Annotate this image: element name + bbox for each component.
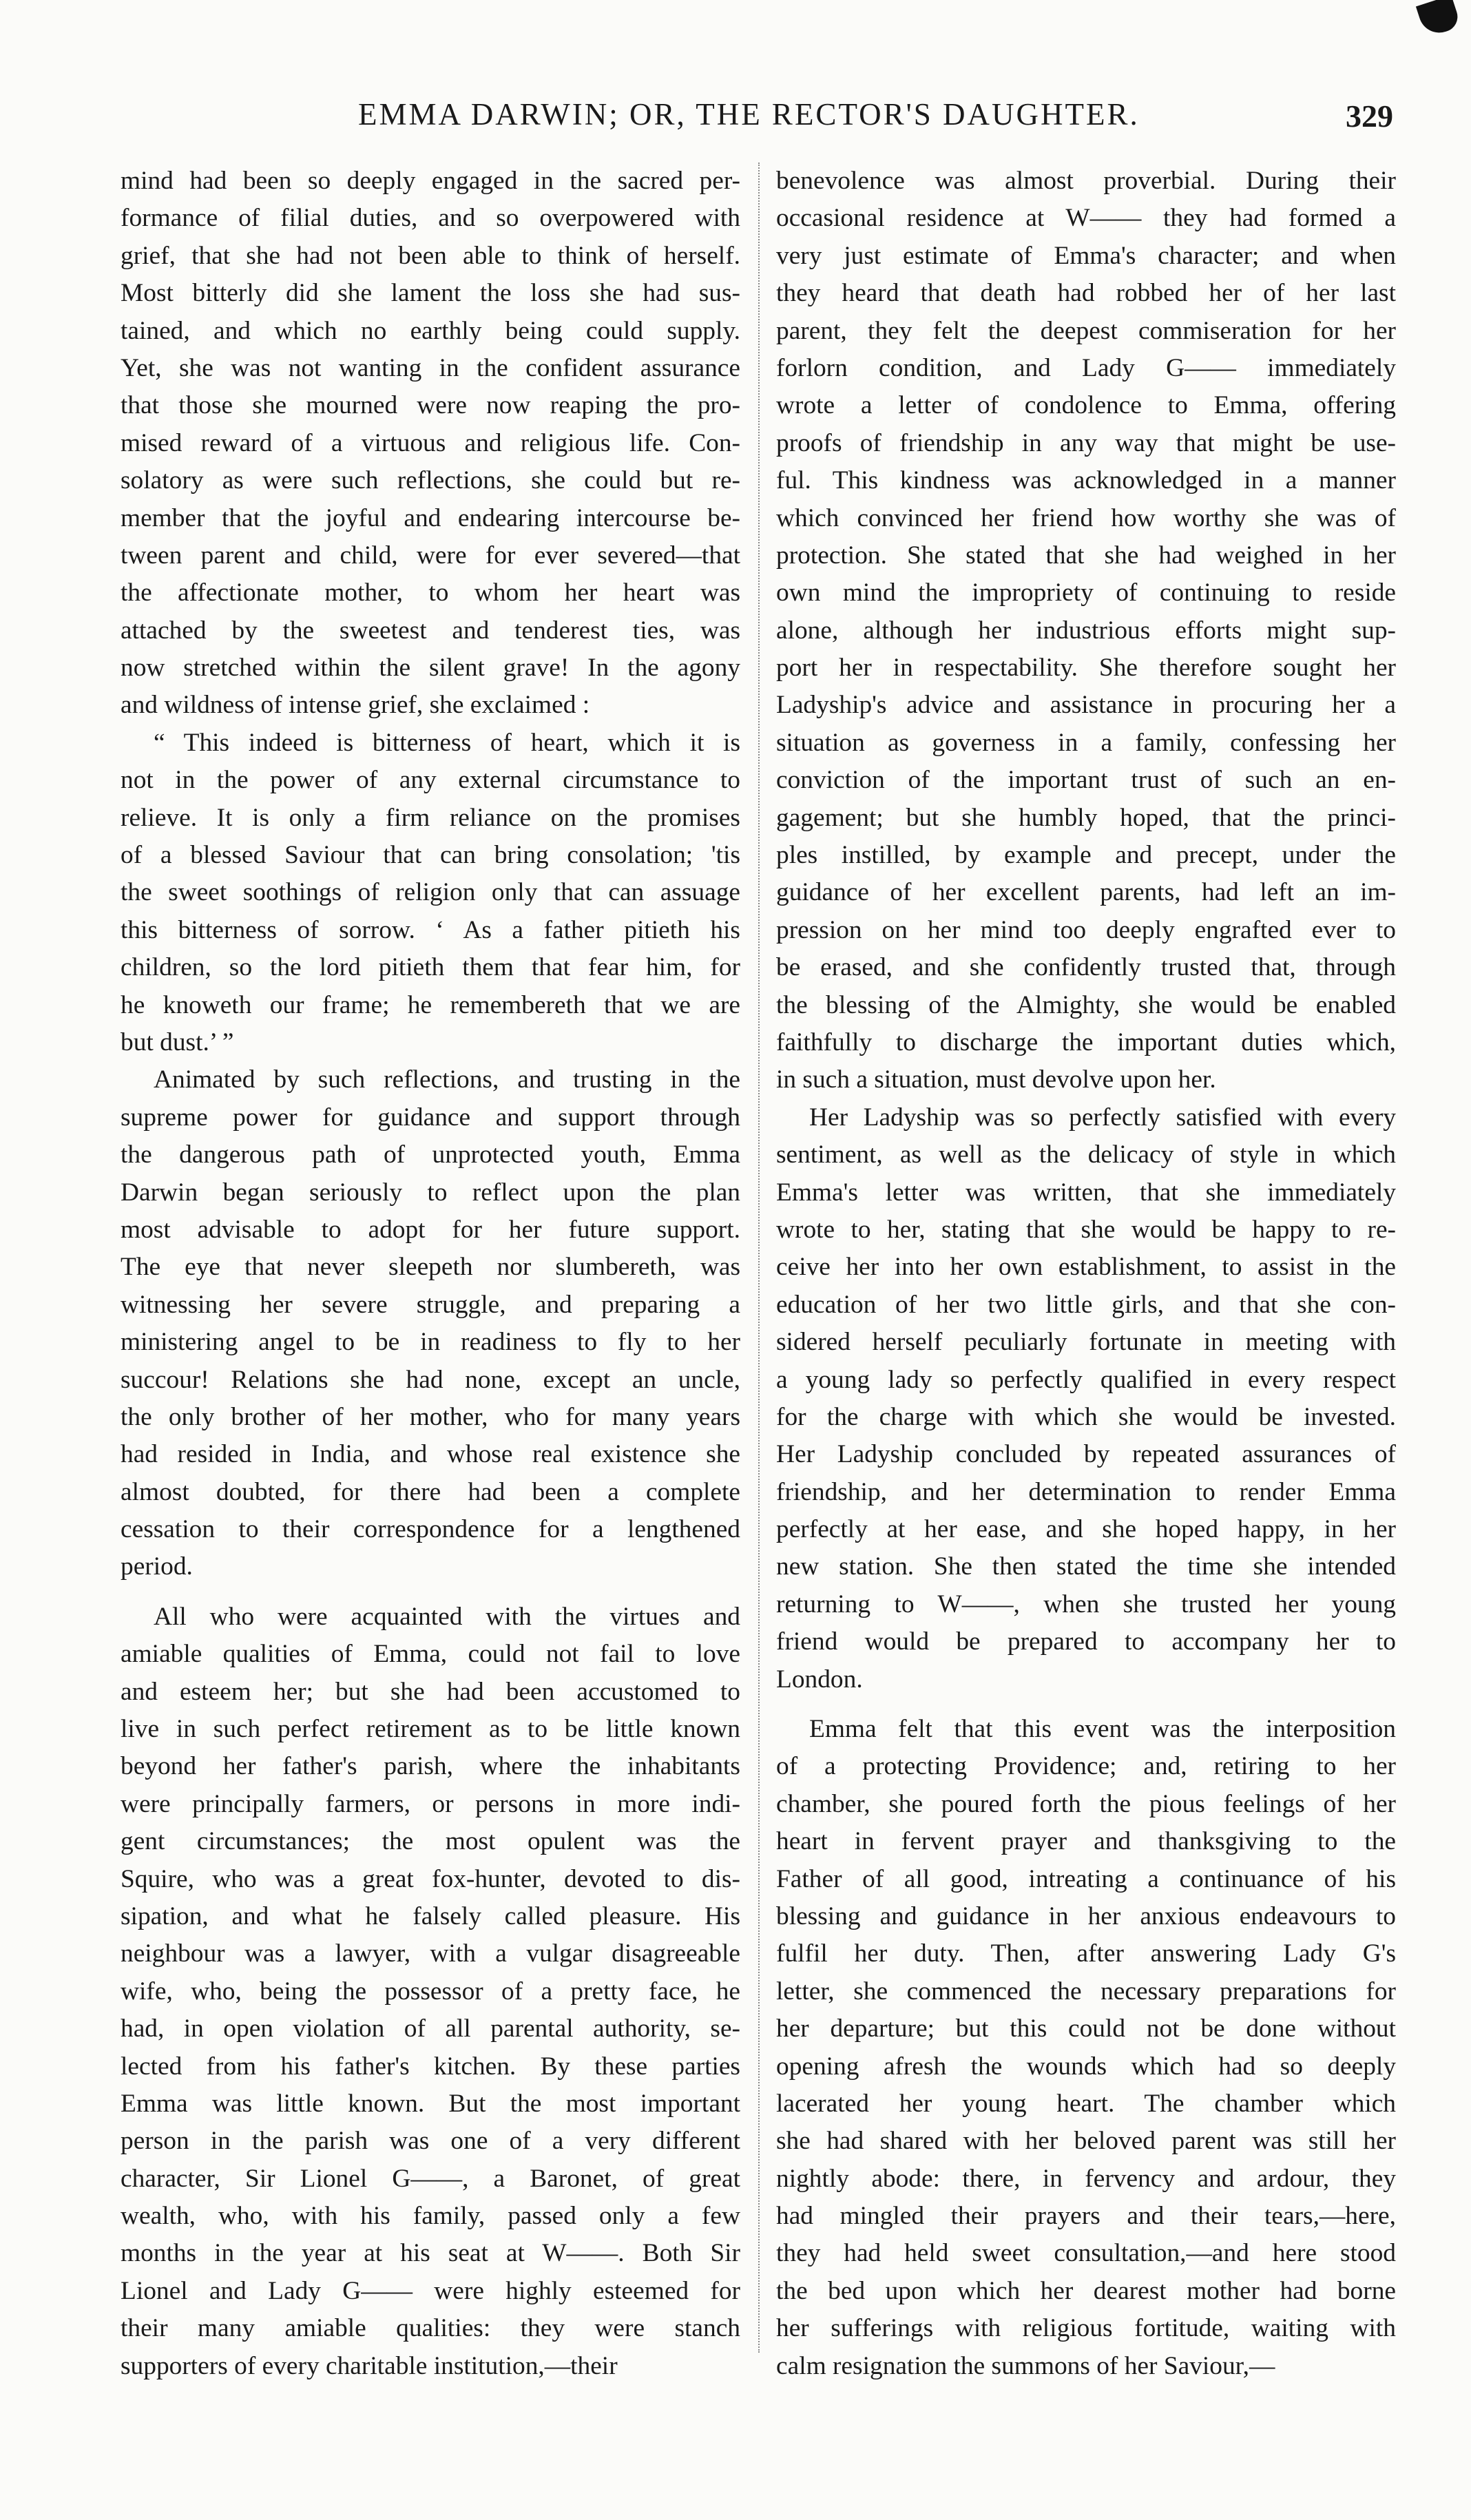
text-line: ministering angel to be in readiness to fly to her: [121, 1328, 740, 1357]
text-line: pression on her mind too deeply engrafted ever to: [776, 915, 1396, 944]
text-line: Squire, who was a great fox-hunter, devoted to dis-: [121, 1864, 740, 1893]
text-line: new station. She then stated the time she intended: [776, 1552, 1396, 1581]
text-line: Father of all good, intreating a continuance of his: [776, 1864, 1396, 1893]
text-line: wrote to her, stating that she would be happy to re-: [776, 1215, 1396, 1244]
text-line: gagement; but she humbly hoped, that the princi-: [776, 803, 1396, 832]
text-line: relieve. It is only a firm reliance on the promises: [121, 803, 740, 832]
left-text-column: [121, 163, 740, 2385]
text-line: heart in fervent prayer and thanksgiving to the: [776, 1827, 1396, 1856]
text-line: parent, they felt the deepest commiseration for her: [776, 316, 1396, 345]
text-line: witnessing her severe struggle, and preparing a: [121, 1290, 740, 1319]
text-line: friend would be prepared to accompany her to: [776, 1627, 1396, 1656]
text-line: of a protecting Providence; and, retiring to her: [776, 1752, 1396, 1781]
text-line: they heard that death had robbed her of her last: [776, 279, 1396, 308]
text-line: blessing and guidance in her anxious endeavours to: [776, 1902, 1396, 1930]
text-line: ceive her into her own establishment, to assist in the: [776, 1253, 1396, 1282]
text-line: attached by the sweetest and tenderest ties, was: [121, 616, 740, 645]
text-line: own mind the impropriety of continuing to reside: [776, 579, 1396, 607]
text-line: ples instilled, by example and precept, under the: [776, 841, 1396, 870]
text-line: were principally farmers, or persons in more indi-: [121, 1789, 740, 1818]
text-line: situation as governess in a family, confessing her: [776, 728, 1396, 757]
text-line: nightly abode: there, in fervency and ardour, they: [776, 2164, 1396, 2193]
text-line: they had held sweet consultation,—and here stood: [776, 2239, 1396, 2268]
text-line: Her Ladyship concluded by repeated assurances of: [776, 1440, 1396, 1469]
running-head: [0, 96, 1471, 138]
text-line: wrote a letter of condolence to Emma, offering: [776, 391, 1396, 420]
text-line: her departure; but this could not be done without: [776, 2014, 1396, 2043]
text-line: “ This indeed is bitterness of heart, which it is: [154, 728, 740, 757]
text-line: tween parent and child, were for ever severed—that: [121, 541, 740, 570]
text-line: he knoweth our frame; he remembereth that we are: [121, 990, 740, 1019]
text-line: had, in open violation of all parental authority, se-: [121, 2014, 740, 2043]
text-line: member that the joyful and endearing intercourse be-: [121, 503, 740, 532]
text-line: not in the power of any external circumstance to: [121, 766, 740, 795]
text-line: character, Sir Lionel G——, a Baronet, of great: [121, 2164, 740, 2193]
text-line: person in the parish was one of a very different: [121, 2127, 740, 2156]
text-line: live in such perfect retirement as to be little known: [121, 1715, 740, 1744]
text-line: fulfil her duty. Then, after answering Lady G's: [776, 1939, 1396, 1968]
text-line: beyond her father's parish, where the inhabitants: [121, 1752, 740, 1781]
text-line: wealth, who, with his family, passed only a few: [121, 2202, 740, 2231]
text-line: of a blessed Saviour that can bring consolation; 'tis: [121, 841, 740, 870]
text-line: mised reward of a virtuous and religious life. Con-: [121, 428, 740, 457]
text-line: wife, who, being the possessor of a pretty face, he: [121, 1977, 740, 2006]
text-line: which convinced her friend how worthy she was of: [776, 503, 1396, 532]
text-line: chamber, she poured forth the pious feelings of her: [776, 1789, 1396, 1818]
text-line: now stretched within the silent grave! In the agony: [121, 654, 740, 683]
text-line: protection. She stated that she had weighed in her: [776, 541, 1396, 570]
text-line: guidance of her excellent parents, had left an im-: [776, 878, 1396, 907]
text-line: supreme power for guidance and support through: [121, 1103, 740, 1132]
text-line: lected from his father's kitchen. By these parties: [121, 2052, 740, 2081]
text-line: occasional residence at W—— they had formed a: [776, 204, 1396, 233]
text-line: amiable qualities of Emma, could not fail to love: [121, 1640, 740, 1669]
text-line: faithfully to discharge the important duties which,: [776, 1028, 1396, 1056]
text-line: perfectly at her ease, and she hoped happy, in her: [776, 1515, 1396, 1544]
text-line: sentiment, as well as the delicacy of style in which: [776, 1141, 1396, 1169]
text-line: proofs of friendship in any way that might be use-: [776, 428, 1396, 457]
text-line: mind had been so deeply engaged in the sacred per-: [121, 167, 740, 195]
text-line: ful. This kindness was acknowledged in a manner: [776, 466, 1396, 495]
ink-blot-mark: [1416, 0, 1461, 38]
text-line: Yet, she was not wanting in the confident assurance: [121, 353, 740, 382]
text-line: tained, and which no earthly being could supply.: [121, 316, 740, 345]
text-line: returning to W——, when she trusted her young: [776, 1590, 1396, 1618]
text-line: Animated by such reflections, and trusting in the: [154, 1065, 740, 1094]
text-line: solatory as were such reflections, she could but re-: [121, 466, 740, 495]
text-line: the bed upon which her dearest mother had borne: [776, 2276, 1396, 2305]
text-line: neighbour was a lawyer, with a vulgar disagreeable: [121, 1939, 740, 1968]
text-line: and esteem her; but she had been accustomed to: [121, 1677, 740, 1706]
text-line: Ladyship's advice and assistance in procuring her a: [776, 691, 1396, 720]
text-line: supporters of every charitable institution,—their: [121, 2351, 618, 2380]
text-line: be erased, and she confidently trusted that, through: [776, 953, 1396, 982]
paragraph-gap: [121, 1586, 740, 1599]
text-line: friendship, and her determination to render Emma: [776, 1477, 1396, 1506]
text-line: All who were acquainted with the virtues and: [154, 1602, 740, 1631]
text-line: opening afresh the wounds which had so deeply: [776, 2052, 1396, 2081]
text-line: the sweet soothings of religion only that can assuage: [121, 878, 740, 907]
text-line: Emma felt that this event was the interposition: [809, 1715, 1396, 1744]
running-title: EMMA DARWIN; OR, THE RECTOR'S DAUGHTER.: [358, 97, 1140, 132]
text-line: had mingled their prayers and their tears,—here,: [776, 2202, 1396, 2231]
right-text-column: [776, 163, 1396, 2385]
text-line: but dust.’ ”: [121, 1028, 234, 1056]
text-line: Emma was little known. But the most important: [121, 2089, 740, 2118]
text-line: months in the year at his seat at W——. Both Sir: [121, 2239, 740, 2268]
text-line: cessation to their correspondence for a lengthened: [121, 1515, 740, 1544]
text-line: a young lady so perfectly qualified in every respect: [776, 1365, 1396, 1394]
text-line: sipation, and what he falsely called pleasure. His: [121, 1902, 740, 1930]
text-line: Darwin began seriously to reflect upon the plan: [121, 1178, 740, 1207]
text-line: formance of filial duties, and so overpowered with: [121, 204, 740, 233]
text-line: letter, she commenced the necessary preparations for: [776, 1977, 1396, 2006]
text-line: in such a situation, must devolve upon her.: [776, 1065, 1216, 1094]
text-line: the only brother of her mother, who for many years: [121, 1402, 740, 1431]
text-line: alone, although her industrious efforts might sup-: [776, 616, 1396, 645]
text-line: their many amiable qualities: they were stanch: [121, 2314, 740, 2343]
text-line: the affectionate mother, to whom her heart was: [121, 579, 740, 607]
text-line: The eye that never sleepeth nor slumbereth, was: [121, 1253, 740, 1282]
text-line: that those she mourned were now reaping the pro-: [121, 391, 740, 420]
text-line: benevolence was almost proverbial. During their: [776, 167, 1396, 195]
column-divider: [758, 163, 760, 2353]
text-line: Most bitterly did she lament the loss she had sus-: [121, 279, 740, 308]
text-line: very just estimate of Emma's character; and when: [776, 241, 1396, 270]
text-line: grief, that she had not been able to think of herself.: [121, 241, 740, 270]
text-line: she had shared with her beloved parent was still her: [776, 2127, 1396, 2156]
text-line: the blessing of the Almighty, she would be enabled: [776, 990, 1396, 1019]
text-line: education of her two little girls, and that she con-: [776, 1290, 1396, 1319]
paragraph-gap: [776, 1698, 1396, 1711]
text-line: period.: [121, 1552, 193, 1581]
text-line: Her Ladyship was so perfectly satisfied with every: [809, 1103, 1396, 1132]
text-line: almost doubted, for there had been a complete: [121, 1477, 740, 1506]
page-number: 329: [1346, 98, 1393, 134]
text-line: lacerated her young heart. The chamber which: [776, 2089, 1396, 2118]
text-line: forlorn condition, and Lady G—— immediately: [776, 353, 1396, 382]
text-line: and wildness of intense grief, she exclaimed :: [121, 691, 590, 720]
text-line: this bitterness of sorrow. ‘ As a father pitieth his: [121, 915, 740, 944]
text-line: London.: [776, 1665, 863, 1694]
text-line: most advisable to adopt for her future support.: [121, 1215, 740, 1244]
text-line: gent circumstances; the most opulent was the: [121, 1827, 740, 1856]
text-line: Lionel and Lady G—— were highly esteemed for: [121, 2276, 740, 2305]
text-line: the dangerous path of unprotected youth, Emma: [121, 1141, 740, 1169]
text-line: sidered herself peculiarly fortunate in meeting with: [776, 1328, 1396, 1357]
text-line: succour! Relations she had none, except an uncle,: [121, 1365, 740, 1394]
text-line: her sufferings with religious fortitude, waiting with: [776, 2314, 1396, 2343]
text-line: for the charge with which she would be invested.: [776, 1402, 1396, 1431]
text-line: children, so the lord pitieth them that fear him, for: [121, 953, 740, 982]
text-line: Emma's letter was written, that she immediately: [776, 1178, 1396, 1207]
text-line: port her in respectability. She therefore sought her: [776, 654, 1396, 683]
text-line: calm resignation the summons of her Saviour,—: [776, 2351, 1275, 2380]
text-line: conviction of the important trust of such an en-: [776, 766, 1396, 795]
text-line: had resided in India, and whose real existence she: [121, 1440, 740, 1469]
